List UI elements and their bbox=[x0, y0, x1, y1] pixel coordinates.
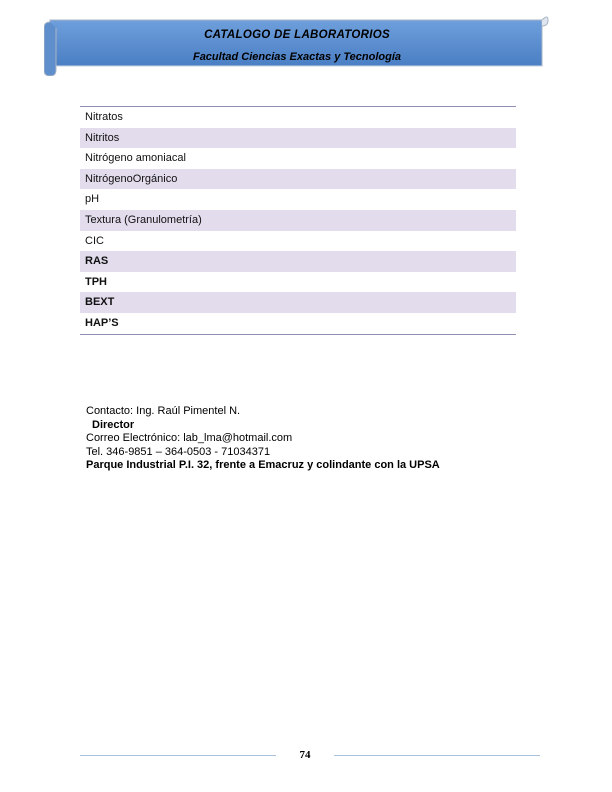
table-row: pH bbox=[85, 193, 100, 206]
table-row: HAP’S bbox=[85, 316, 119, 329]
contact-address: Parque Industrial P.I. 32, frente a Emacruz y colindante con la UPSA bbox=[86, 459, 440, 471]
table-row: Nitratos bbox=[85, 111, 123, 123]
contact-phone: Tel. 346-9851 – 364-0503 - 71034371 bbox=[86, 445, 271, 458]
footer-rule-left bbox=[80, 755, 276, 756]
parameters-table bbox=[80, 106, 516, 335]
table-row: NitrógenoOrgánico bbox=[80, 169, 516, 190]
table-row: Textura (Granulometría) bbox=[80, 210, 516, 231]
table-row: TPH bbox=[85, 275, 107, 288]
table-row: RAS bbox=[80, 251, 516, 272]
contact-name: Contacto: Ing. Raúl Pimentel N. bbox=[86, 405, 241, 417]
faculty-subtitle: Facultad Ciencias Exactas y Tecnología bbox=[192, 51, 402, 63]
header-banner bbox=[44, 14, 550, 76]
contact-role: Director bbox=[92, 418, 135, 431]
scroll-banner-shape bbox=[44, 14, 550, 76]
catalog-title: CATALOGO DE LABORATORIOS bbox=[204, 29, 390, 41]
table-row: Nitritos bbox=[80, 128, 516, 149]
page-number: 74 bbox=[299, 749, 311, 761]
contact-block bbox=[86, 405, 440, 473]
contact-email: Correo Electrónico: lab_lma@hotmail.com bbox=[86, 432, 293, 444]
footer-rule-right bbox=[334, 755, 540, 756]
table-row: CIC bbox=[85, 234, 104, 247]
table-row: BEXT bbox=[80, 292, 516, 313]
table-row: Nitrógeno amoniacal bbox=[85, 152, 186, 165]
